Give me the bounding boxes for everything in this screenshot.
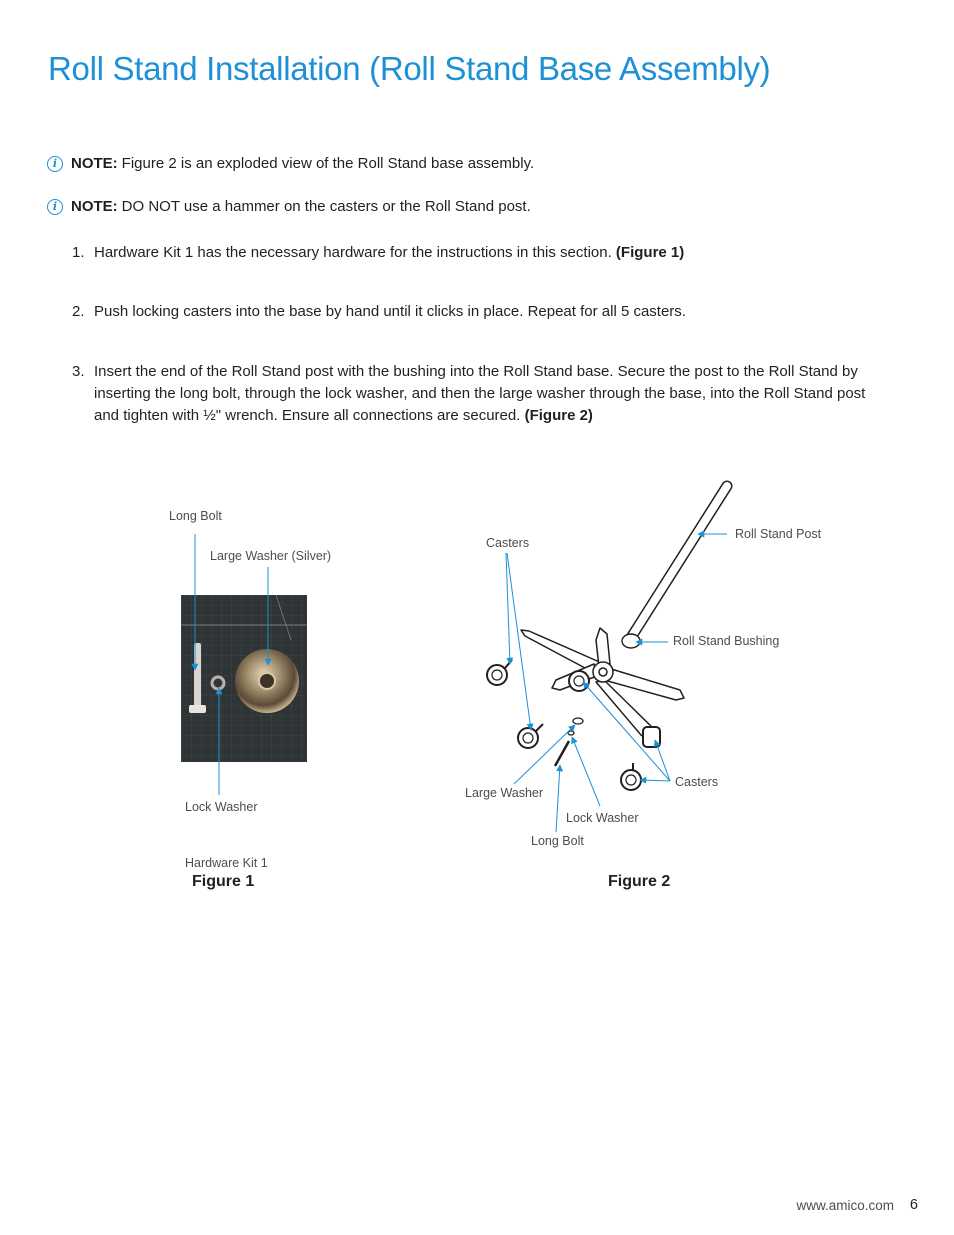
page-number: 6 — [909, 1197, 918, 1213]
figure-reference: (Figure 1) — [615, 244, 685, 261]
info-icon: i — [47, 199, 63, 215]
step-text: Insert the end of the Roll Stand post with the bushing into the Roll Stand base. Secure the post to the Roll Stand by inserting the long bolt, through the lock washer, and then the large washer through the base, into the Roll Stand post and tighten with ½" wrench. Ensure all connections are secured. — [94, 363, 866, 424]
footer-url[interactable]: www.amico.com — [796, 1198, 894, 1213]
figure-1-caption: Figure 1 — [192, 873, 255, 890]
step-number: 3. — [72, 363, 85, 380]
note-label: NOTE: — [71, 198, 118, 215]
label-lock-washer: Lock Washer — [185, 800, 258, 814]
label-large-washer: Large Washer (Silver) — [210, 549, 332, 563]
roll-stand-post-shape — [622, 486, 727, 648]
step-number: 1. — [72, 244, 85, 261]
label-large-washer-fig2: Large Washer — [465, 786, 544, 800]
label-long-bolt: Long Bolt — [169, 509, 222, 523]
step-text: Hardware Kit 1 has the necessary hardware for the instructions in this section. — [94, 244, 612, 261]
label-hardware-kit: Hardware Kit 1 — [185, 856, 268, 870]
note-text: Figure 2 is an exploded view of the Roll Stand base assembly. — [121, 155, 535, 172]
label-casters-top: Casters — [486, 536, 530, 550]
note-text: DO NOT use a hammer on the casters or the Roll Stand post. — [121, 198, 531, 215]
info-icon: i — [47, 156, 63, 172]
step-text: Push locking casters into the base by hand until it clicks in place. Repeat for all 5 casters. — [94, 303, 686, 320]
label-roll-stand-post: Roll Stand Post — [735, 527, 822, 541]
label-long-bolt-fig2: Long Bolt — [531, 834, 584, 848]
label-lock-washer-fig2: Lock Washer — [566, 811, 639, 825]
figure-reference: (Figure 2) — [524, 407, 593, 424]
step-number: 2. — [72, 303, 85, 320]
label-roll-stand-bushing: Roll Stand Bushing — [673, 634, 780, 648]
label-casters-bottom: Casters — [675, 775, 719, 789]
roll-stand-base-shape — [521, 628, 684, 742]
figure-2-caption: Figure 2 — [608, 873, 671, 890]
page-title: Roll Stand Installation (Roll Stand Base Assembly) — [48, 50, 771, 87]
note-label: NOTE: — [71, 155, 118, 172]
bolt-and-washers-shapes — [555, 718, 583, 766]
